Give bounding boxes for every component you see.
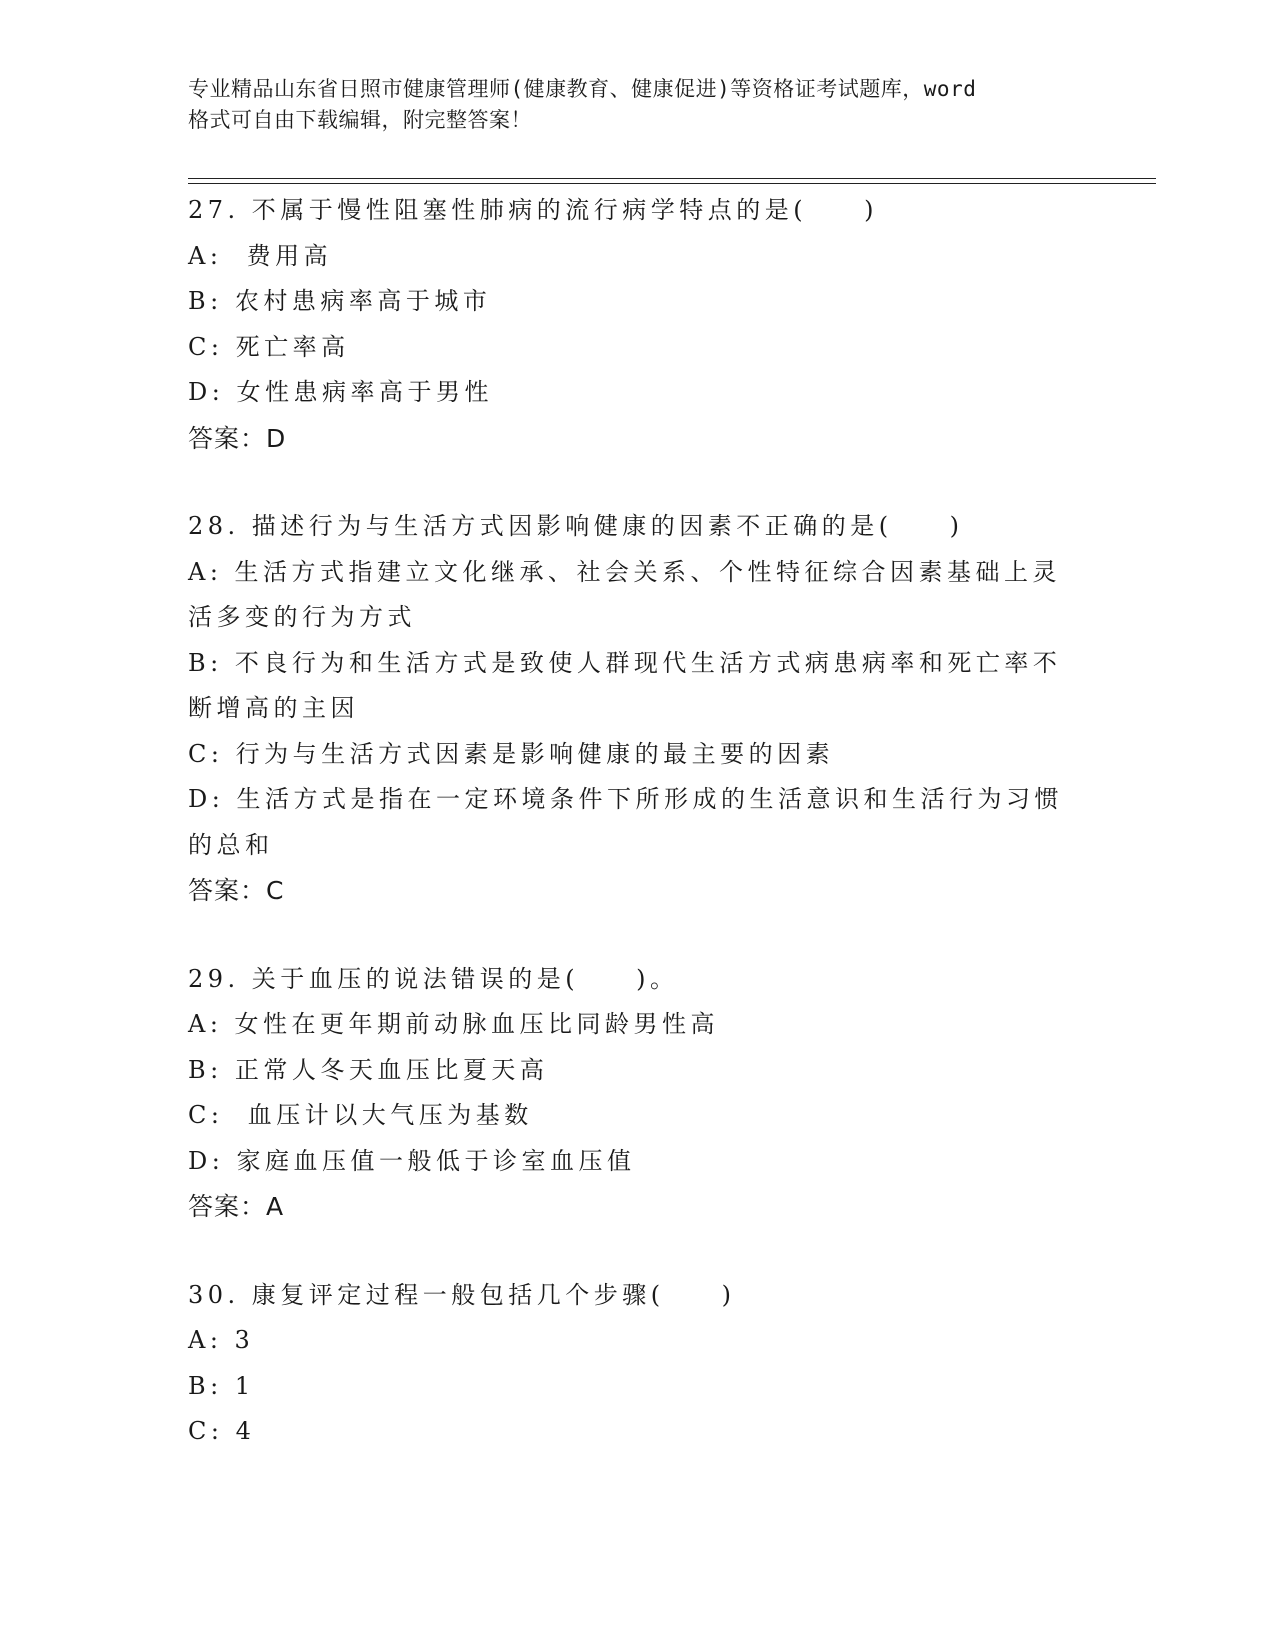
option-b: B: 不良行为和生活方式是致使人群现代生活方式病患病率和死亡率不断增高的主因: [188, 648, 1062, 722]
option-b: B: 正常人冬天血压比夏天高: [188, 1055, 549, 1084]
option-a: A: 3: [188, 1326, 255, 1354]
option-b: B: 1: [188, 1371, 255, 1400]
question-30: [188, 1273, 1088, 1455]
question-28: [188, 504, 1088, 914]
option-a: A: 生活方式指建立文化继承、社会关系、个性特征综合因素基础上灵活多变的行为方式: [188, 557, 1062, 631]
option-a: A: 费用高: [188, 241, 333, 270]
question-stem: 30. 康复评定过程一般包括几个步骤( ): [188, 1280, 736, 1309]
option-b: B: 农村患病率高于城市: [188, 287, 492, 315]
question-stem: 27. 不属于慢性阻塞性肺病的流行病学特点的是( ): [188, 196, 879, 224]
option-a: A: 女性在更年期前动脉血压比同龄男性高: [188, 1010, 720, 1038]
question-stem: 28. 描述行为与生活方式因影响健康的因素不正确的是( ): [188, 512, 964, 540]
question-list: [188, 188, 1088, 1498]
header-line-2: 格式可自由下载编辑，附完整答案！: [188, 108, 532, 132]
question-stem: 29. 关于血压的说法错误的是( )。: [188, 964, 679, 993]
option-d: D: 女性患病率高于男性: [188, 378, 493, 406]
header-line-1: 专业精品山东省日照市健康管理师(健康教育、健康促进)等资格证考试题库，word: [188, 77, 977, 101]
option-c: C: 行为与生活方式因素是影响健康的最主要的因素: [188, 739, 835, 768]
question-27: [188, 188, 1088, 461]
option-d: D: 家庭血压值一般低于诊室血压值: [188, 1146, 636, 1175]
answer: 答案：D: [188, 423, 287, 453]
header-divider-top: [188, 178, 1156, 179]
option-c: C: 血压计以大气压为基数: [188, 1101, 533, 1129]
option-c: C: 死亡率高: [188, 332, 350, 361]
option-c: C: 4: [188, 1417, 256, 1445]
document-header: [188, 74, 1088, 136]
answer: 答案：A: [188, 1192, 285, 1221]
answer: 答案：C: [188, 876, 285, 905]
option-d: D: 生活方式是指在一定环境条件下所形成的生活意识和生活行为习惯的总和: [188, 785, 1063, 859]
question-29: [188, 957, 1088, 1230]
header-divider-bottom: [188, 183, 1156, 184]
